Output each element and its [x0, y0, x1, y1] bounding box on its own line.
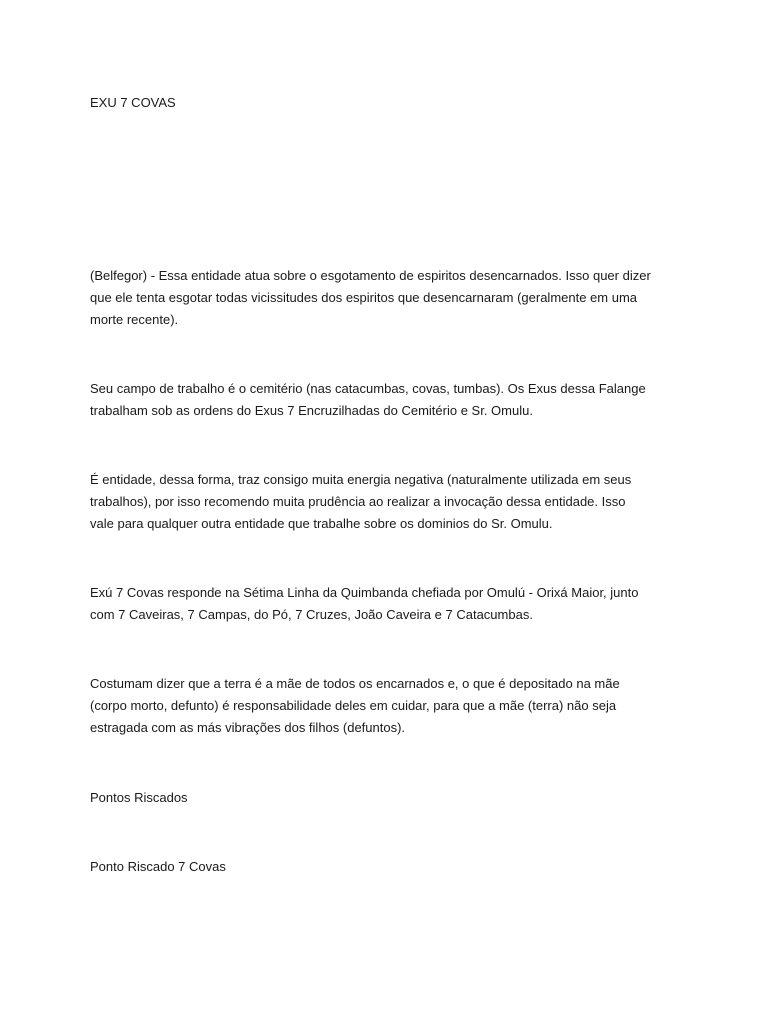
paragraph-line: (Belfegor) - Essa entidade atua sobre o esgotamento de espiritos desencarnados. Isso quer dizer — [90, 268, 651, 283]
section-heading-pontos-riscados: Pontos Riscados — [90, 790, 188, 805]
paragraph-line: vale para qualquer outra entidade que trabalhe sobre os dominios do Sr. Omulu. — [90, 516, 553, 531]
paragraph-line: Costumam dizer que a terra é a mãe de todos os encarnados e, o que é depositado na mãe — [90, 676, 620, 691]
paragraph-line: estragada com as más vibrações dos filhos (defuntos). — [90, 720, 406, 735]
paragraph-terra-mae — [90, 673, 690, 739]
paragraph-line: com 7 Caveiras, 7 Campas, do Pó, 7 Cruzes, João Caveira e 7 Catacumbas. — [90, 607, 533, 622]
paragraph-line: trabalhos), por isso recomendo muita prudência ao realizar a invocação dessa entidade. Isso — [90, 494, 626, 509]
paragraph-campo-de-trabalho — [90, 378, 690, 422]
paragraph-belfegor — [90, 265, 690, 331]
paragraph-line: (corpo morto, defunto) é responsabilidade deles em cuidar, para que a mãe (terra) não seja — [90, 698, 617, 713]
paragraph-line: É entidade, dessa forma, traz consigo muita energia negativa (naturalmente utilizada em seus — [90, 472, 632, 487]
document-title: EXU 7 COVAS — [90, 95, 176, 110]
subsection-heading-ponto-riscado: Ponto Riscado 7 Covas — [90, 859, 226, 874]
paragraph-line: que ele tenta esgotar todas vicissitudes dos espiritos que desencarnaram (geralmente em uma — [90, 290, 638, 305]
paragraph-setima-linha — [90, 582, 690, 626]
paragraph-line: Seu campo de trabalho é o cemitério (nas catacumbas, covas, tumbas). Os Exus dessa Falange — [90, 381, 646, 396]
paragraph-energia-negativa — [90, 469, 690, 535]
paragraph-line: trabalham sob as ordens do Exus 7 Encruzilhadas do Cemitério e Sr. Omulu. — [90, 403, 533, 418]
paragraph-line: Exú 7 Covas responde na Sétima Linha da Quimbanda chefiada por Omulú - Orixá Maior, junto — [90, 585, 639, 600]
paragraph-line: morte recente). — [90, 312, 179, 327]
